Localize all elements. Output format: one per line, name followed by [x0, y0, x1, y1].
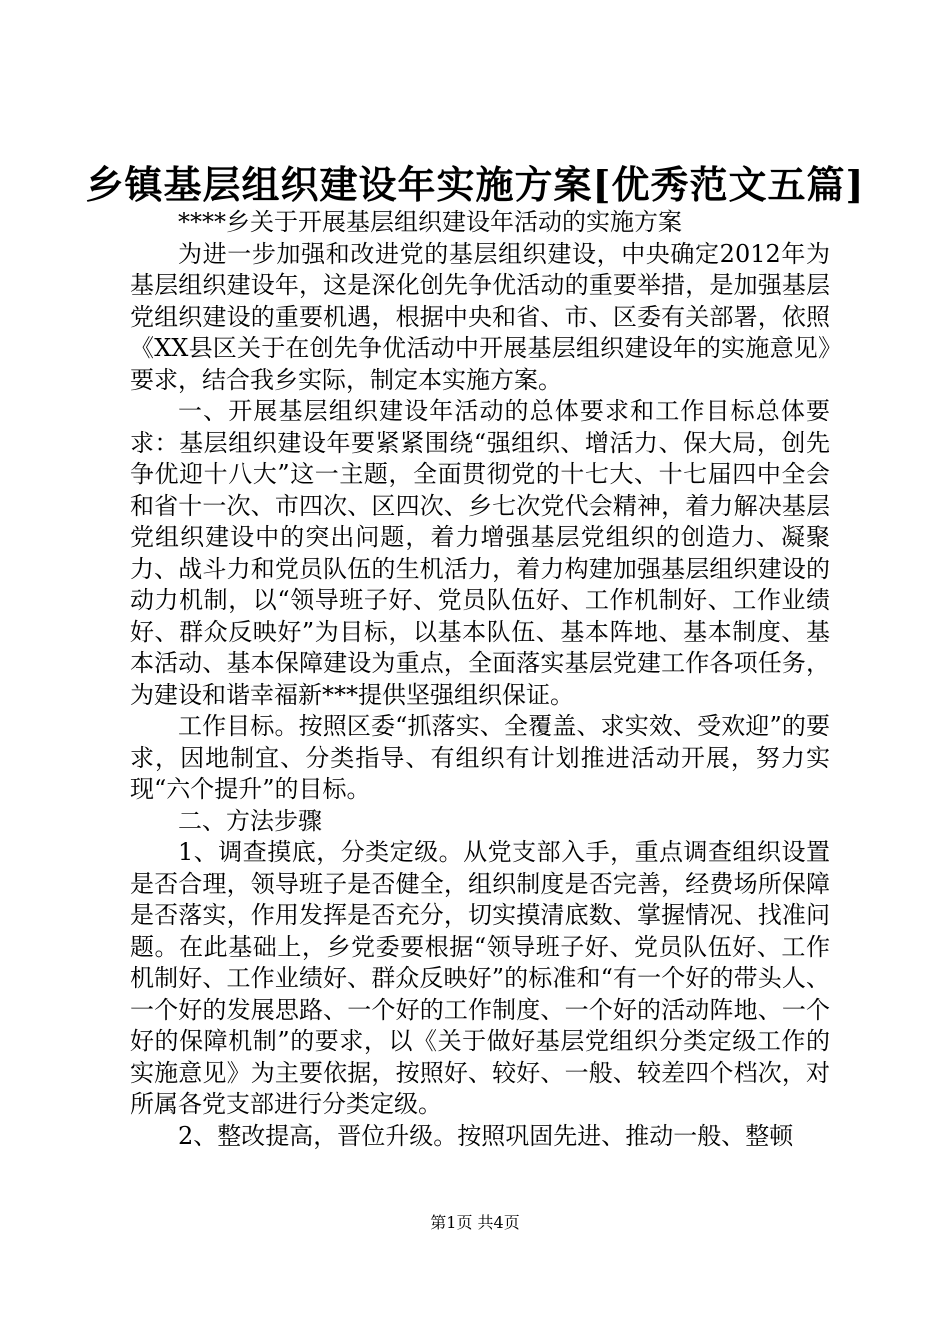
document-body	[130, 207, 830, 1152]
paragraph-step-1: 1、调查摸底，分类定级。从党支部入手，重点调查组织设置是否合理，领导班子是否健全，组织制度是否完善，经费场所保障是否落实，作用发挥是否充分，切实摸清底数、掌握情况、找准问题。在此基础上，乡党委要根据“领导班子好、党员队伍好、工作机制好、工作业绩好、群众反映好”的标准和“有一个好的带头人、一个好的发展思路、一个好的工作制度、一个好的活动阵地、一个好的保障机制”的要求，以《关于做好基层党组织分类定级工作的实施意见》为主要依据，按照好、较好、一般、较差四个档次，对所属各党支部进行分类定级。	[130, 838, 830, 1118]
paragraph-intro: 为进一步加强和改进党的基层组织建设，中央确定2012年为基层组织建设年，这是深化创先争优活动的重要举措，是加强基层党组织建设的重要机遇，根据中央和省、市、区委有关部署，依照《XX县区关于在创先争优活动中开展基层组织建设年的实施意见》要求，结合我乡实际，制定本实施方案。	[130, 239, 830, 394]
page-number: 第1页 共4页	[430, 1213, 520, 1232]
paragraph-work-goals: 工作目标。按照区委“抓落实、全覆盖、求实效、受欢迎”的要求，因地制宜、分类指导、有组织有计划推进活动开展，努力实现“六个提升”的目标。	[130, 712, 830, 803]
document-subtitle: ****乡关于开展基层组织建设年活动的实施方案	[178, 208, 682, 236]
section-heading-methods: 二、方法步骤	[178, 806, 322, 835]
document-title: 乡镇基层组织建设年实施方案[优秀范文五篇]	[85, 162, 865, 207]
paragraph-step-2: 2、整改提高，晋位升级。按照巩固先进、推动一般、整顿	[178, 1121, 794, 1150]
paragraph-section-1: 一、开展基层组织建设年活动的总体要求和工作目标总体要求：基层组织建设年要紧紧围绕“强组织、增活力、保大局，创先争优迎十八大”这一主题，全面贯彻党的十七大、十七届四中全会和省十一次、市四次、区四次、乡七次党代会精神，着力解决基层党组织建设中的突出问题，着力增强基层党组织的创造力、凝聚力、战斗力和党员队伍的生机活力，着力构建加强基层组织建设的动力机制，以“领导班子好、党员队伍好、工作机制好、工作业绩好、群众反映好”为目标，以基本队伍、基本阵地、基本制度、基本活动、基本保障建设为重点，全面落实基层党建工作各项任务，为建设和谐幸福新***提供坚强组织保证。	[130, 397, 830, 709]
